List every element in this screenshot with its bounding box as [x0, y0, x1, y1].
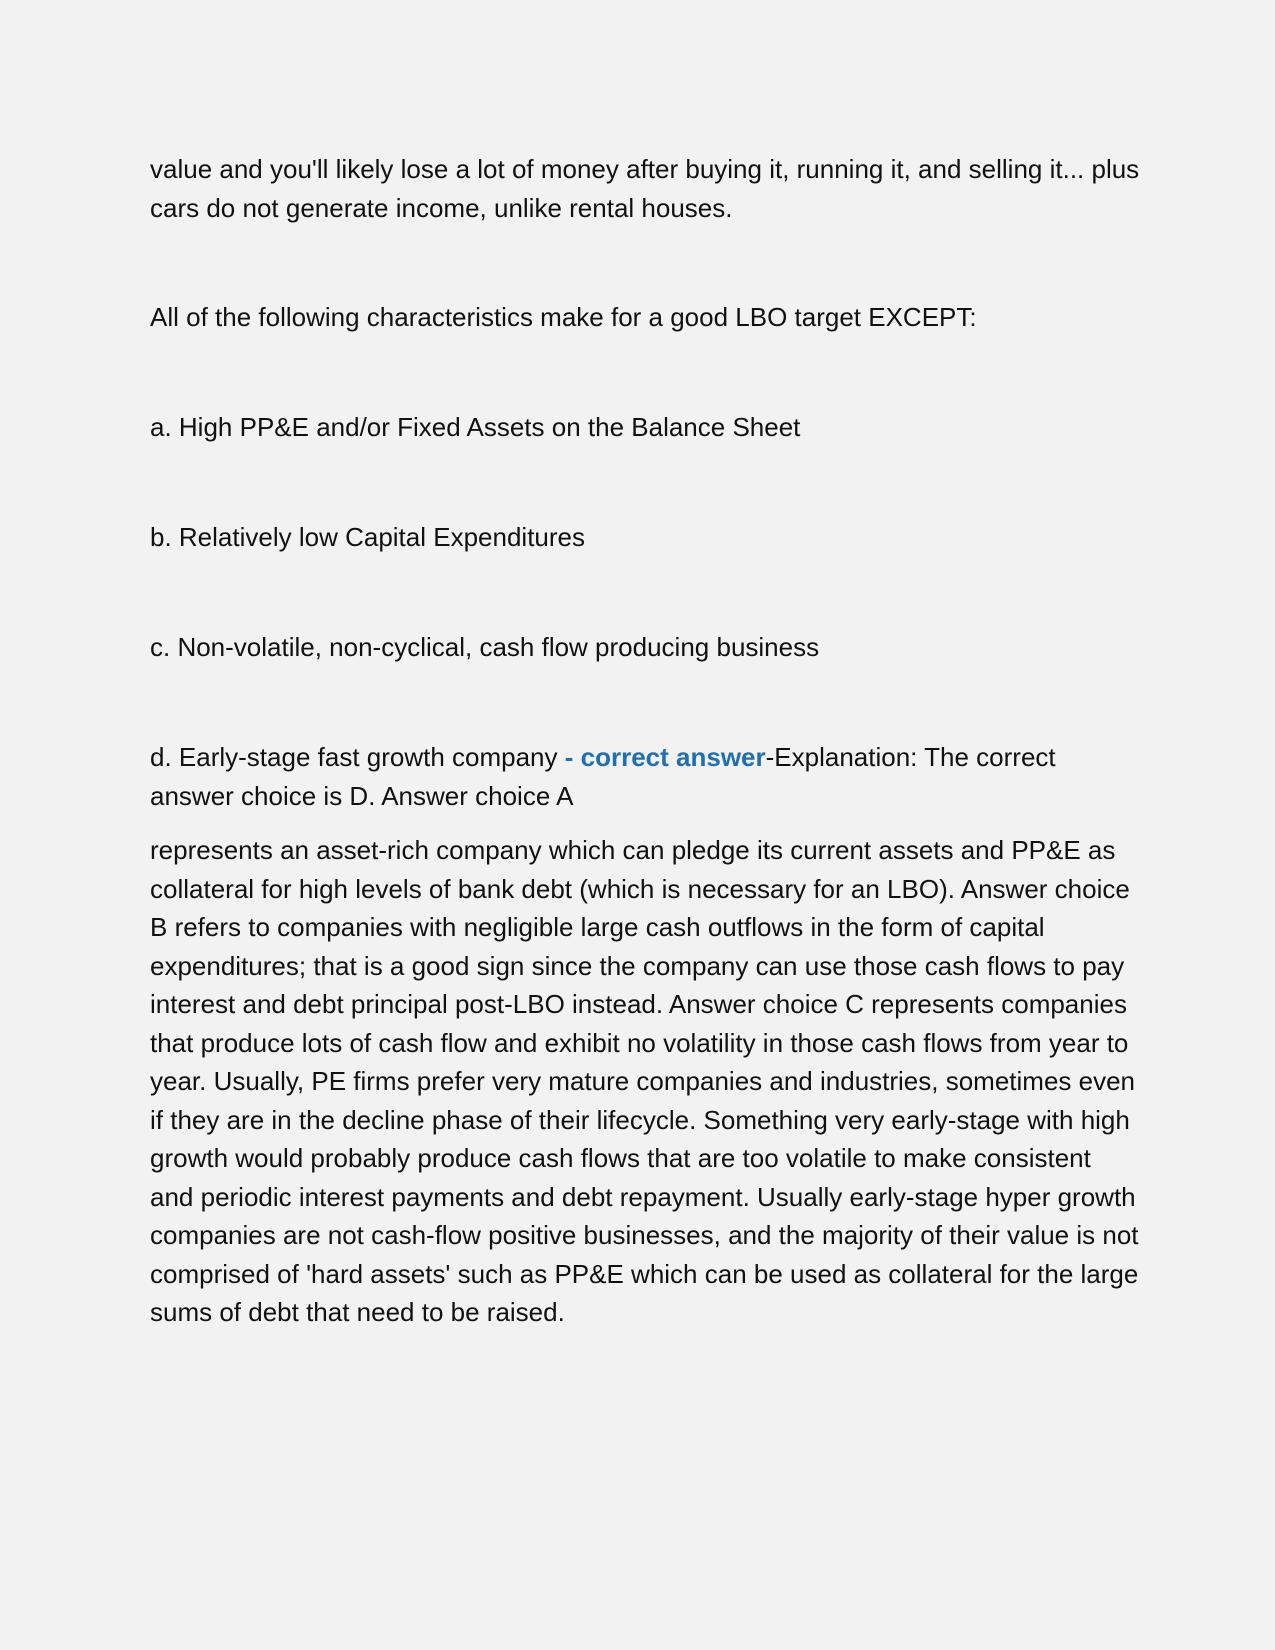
explanation-start: -Explanation: The correct answer choice is D. Answer choice A: [150, 742, 1056, 811]
explanation-paragraph: represents an asset-rich company which can pledge its current assets and PP&E as collateral for high levels of bank debt (which is necessary for an LBO). Answer choice B refers to companies with negligible large cash outflows in the form of capital expenditures; that is a good sign since the company can use those cash flows to pay interest and debt principal post-LBO instead. Answer choice C represents companies that produce lots of cash flow and exhibit no volatility in those cash flows from year to year. Usually, PE firms prefer very mature companies and industries, sometimes even if they are in the decline phase of their lifecycle. Something very early-stage with high growth would probably produce cash flows that are too volatile to make consistent and periodic interest payments and debt repayment. Usually early-stage hyper growth companies are not cash-flow positive businesses, and the majority of their value is not comprised of 'hard assets' such as PP&E which can be used as collateral for the large sums of debt that need to be raised.: [150, 835, 1139, 1327]
answer-option-c: c. Non-volatile, non-cyclical, cash flow producing business: [150, 632, 820, 662]
answer-option-d: [150, 738, 1140, 815]
question-text: All of the following characteristics make for a good LBO target EXCEPT:: [150, 302, 977, 332]
answer-option-b: b. Relatively low Capital Expenditures: [150, 522, 585, 552]
option-d-text: d. Early-stage fast growth company: [150, 742, 565, 772]
intro-paragraph: value and you'll likely lose a lot of money after buying it, running it, and selling it... plus cars do not generate income, unlike rental houses.: [150, 154, 1140, 223]
answer-option-a: a. High PP&E and/or Fixed Assets on the Balance Sheet: [150, 412, 801, 442]
correct-answer-marker: - correct answer: [564, 742, 766, 772]
